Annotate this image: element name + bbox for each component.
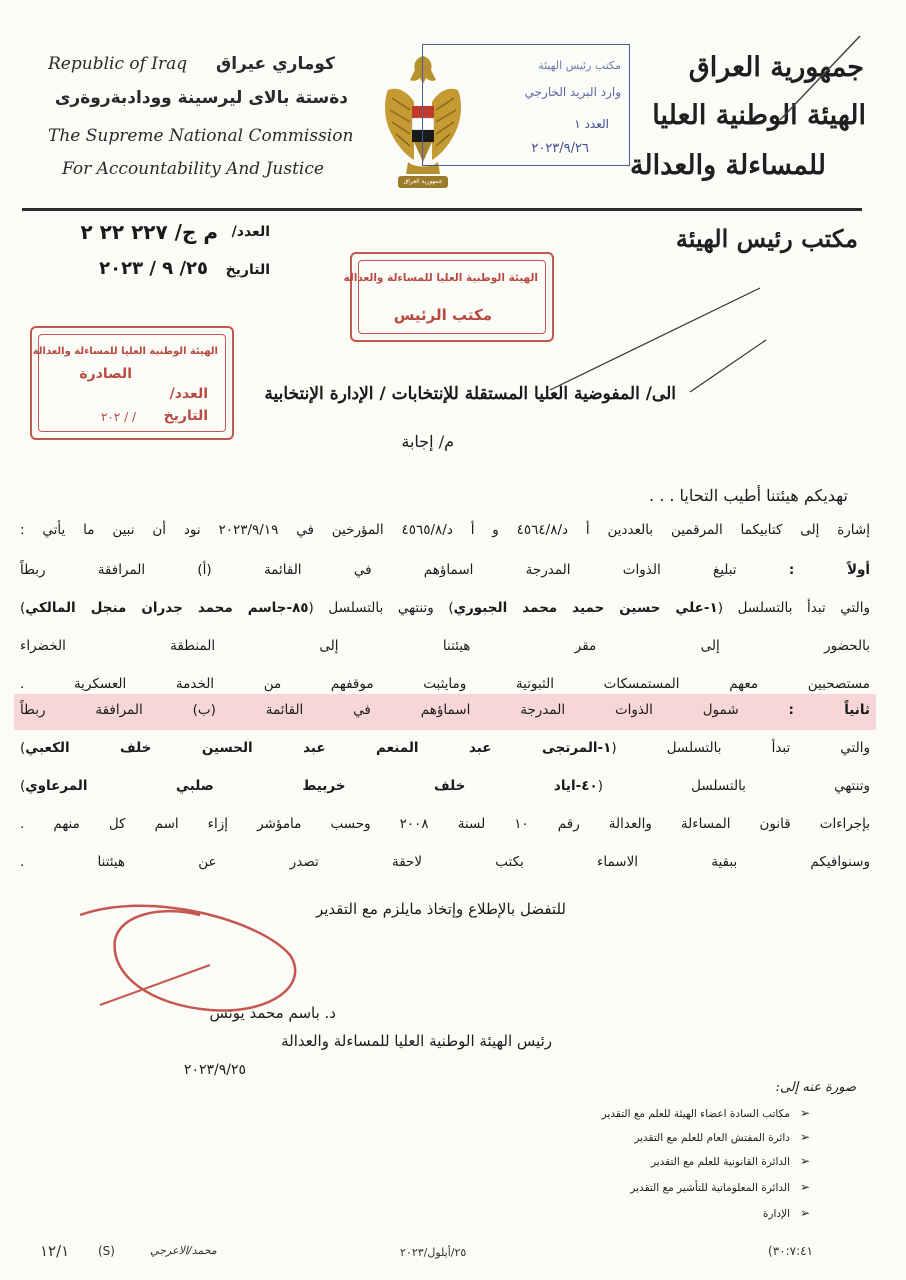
date-label: التاريخ <box>225 262 270 278</box>
stamp-left-line1: الهيئة الوطنية العليا للمساءلة والعدالة <box>32 346 218 357</box>
stamp-center-line1: الهيئة الوطنية العليا للمساءلة والعدالة <box>343 272 538 284</box>
header-divider <box>22 208 862 211</box>
header-ar-commission-2: للمساءلة والعدالة <box>629 150 826 181</box>
stamp-left-date: / / ٢٠٢ <box>100 410 136 424</box>
cc-item-text: الدائرة المعلوماتية للتأشير مع التقدير <box>630 1182 790 1194</box>
cc-item-text: الإدارة <box>762 1208 790 1220</box>
item-two-text: شمول الذوات المدرجة اسماؤهم في القائمة (ب) المرافقة ربطاً <box>20 702 739 718</box>
list-b-end-close: ) <box>20 778 26 794</box>
stamp-center-line2: مكتب الرئيس <box>393 306 492 324</box>
header-ku-republic: كوماري عيراق <box>216 54 335 74</box>
emblem-label: جمهورية العراق <box>403 178 443 185</box>
closing-line: للتفضل بالإطلاع وإتخاذ مايلزم مع التقدير <box>315 900 566 918</box>
footer-initials: محمد/الاعرجي <box>150 1244 217 1257</box>
list-b-start-prefix: والتي تبدأ بالتسلسل ( <box>611 740 870 756</box>
body-line-2 <box>20 562 870 578</box>
header-en-commission-2: For Accountability And Justice <box>62 159 324 179</box>
stamp-top-line1: مكتب رئيس الهيئة <box>538 59 621 72</box>
office-title: مكتب رئيس الهيئة <box>675 224 858 253</box>
signer-title: رئيس الهيئة الوطنية العليا للمساءلة والعدالة <box>281 1032 552 1050</box>
incoming-mail-stamp <box>422 44 630 166</box>
header-ar-republic: جمهورية العراق <box>688 52 864 83</box>
pen-diagonal-mark <box>540 280 770 400</box>
stamp-left-number: العدد/ <box>169 386 208 402</box>
body-line-1: إشارة إلى كتابيكما المرقمين بالعددين أ د/٤٥٦٤/٨ و أ د/٤٥٦٥/٨ المؤرخين في ٢٠٢٣/٩/١٩ نود أن نبين ما يأتي : <box>20 522 870 538</box>
arrow-icon: ➢ <box>799 1154 810 1168</box>
item-two-lead: ثانياً : <box>788 702 870 718</box>
cc-item-text: دائرة المفتش العام للعلم مع التقدير <box>634 1132 790 1144</box>
letter-meta <box>60 222 270 292</box>
body-line-3 <box>20 600 870 616</box>
list-b-start-close: ) <box>20 740 26 756</box>
body-line-4: بالحضور إلى مقر هيئتنا إلى المنطقة الخضراء <box>20 638 870 654</box>
header-ku-commission: دةستة بالاى ليرسينة وودادبةروةرى <box>54 88 348 108</box>
body-line-10: وسنوافيكم ببقية الاسماء بكتب لاحقة تصدر عن هيئتنا . <box>20 854 870 870</box>
stamp-left-out: الصادرة <box>79 366 132 382</box>
president-office-stamp <box>343 252 554 342</box>
footer-page-ref: ١٢/١ <box>40 1242 70 1260</box>
body-line-8 <box>20 778 870 794</box>
footer-date: ٢٥/أيلول/٢٠٢٣ <box>400 1246 467 1259</box>
header-left-block <box>48 54 358 194</box>
pen-stroke-mark <box>770 30 870 130</box>
header-en-commission-1: The Supreme National Commission <box>48 126 354 146</box>
recipient-line: الى/ المفوضية العليا المستقلة للإنتخابات / الإدارة الإنتخابية <box>264 384 676 404</box>
item-one-text: تبليغ الذوات المدرجة اسماؤهم في القائمة (أ) المرافقة ربطاً <box>20 562 737 578</box>
arrow-icon: ➢ <box>799 1206 810 1220</box>
header-en-republic: Republic of Iraq <box>48 54 188 74</box>
arrow-icon: ➢ <box>799 1106 810 1120</box>
greeting-line: تهديكم هيئتنا أطيب التحايا . . . <box>649 486 848 505</box>
footer-s-mark: (S) <box>98 1244 115 1258</box>
stamp-left-date-label: التاريخ <box>163 408 208 424</box>
stamp-top-line4: ٢٠٢٣/٩/٢٦ <box>531 141 589 156</box>
range-end-prefix: ) وتنتهي بالتسلسل ( <box>308 600 454 616</box>
list-b-end-prefix: وتنتهي بالتسلسل ( <box>597 778 870 794</box>
list-b-start-name: ١-المرتجى عبد المنعم عبد الحسين خلف الكعبي <box>25 740 612 756</box>
cc-item-text: الدائرة القانونية للعلم مع التقدير <box>650 1156 790 1168</box>
arrow-icon: ➢ <box>799 1180 810 1194</box>
number-value: م ج/ ٢٢٧ ٢٢ ٢ <box>80 220 218 244</box>
body-line-9: بإجراءات قانون المساءلة والعدالة رقم ١٠ لسنة ٢٠٠٨ وحسب مامؤشر إزاء اسم كل منهم . <box>20 816 870 832</box>
range-end-name: ٨٥-جاسم محمد جدران منجل المالكي <box>25 600 309 616</box>
range-start-name: ١-علي حسين حميد محمد الجبوري <box>453 600 718 616</box>
date-value: ٢٥/ ٩ / ٢٠٢٣ <box>99 258 208 279</box>
cc-item-text: مكاتب السادة اعضاء الهيئة للعلم مع التقدير <box>601 1108 790 1120</box>
item-one-lead: أولاً : <box>788 562 871 578</box>
cc-heading: صورة عنه إلى: <box>775 1080 856 1095</box>
arrow-icon: ➢ <box>799 1130 810 1144</box>
body-line-5: مستصحبين معهم المستمسكات الثبوتية ومايثبت موقفهم من الخدمة العسكرية . <box>20 676 870 692</box>
stamp-top-line2: وارد البريد الخارجي <box>524 85 621 99</box>
stamp-top-line3: العدد ١ <box>574 117 609 131</box>
body-line-7 <box>20 740 870 756</box>
signature-date: ٢٠٢٣/٩/٢٥ <box>183 1062 246 1078</box>
subject-line: م/ إجابة <box>401 432 454 451</box>
range-close: ) <box>20 600 26 616</box>
number-label: العدد/ <box>231 224 270 240</box>
list-b-end-name: ٤٠-اياد خلف خربيط صلبي المرعاوي <box>25 778 598 794</box>
footer-time: (٣٠:٧:٤١ <box>768 1244 813 1258</box>
range-start-prefix: والتي تبدأ بالتسلسل ( <box>717 600 871 616</box>
header-ar-commission-1: الهيئة الوطنية العليا <box>652 100 866 131</box>
signer-name: د. باسم محمد يونس <box>209 1004 336 1022</box>
outgoing-stamp <box>30 326 234 440</box>
body-line-6 <box>20 702 870 718</box>
